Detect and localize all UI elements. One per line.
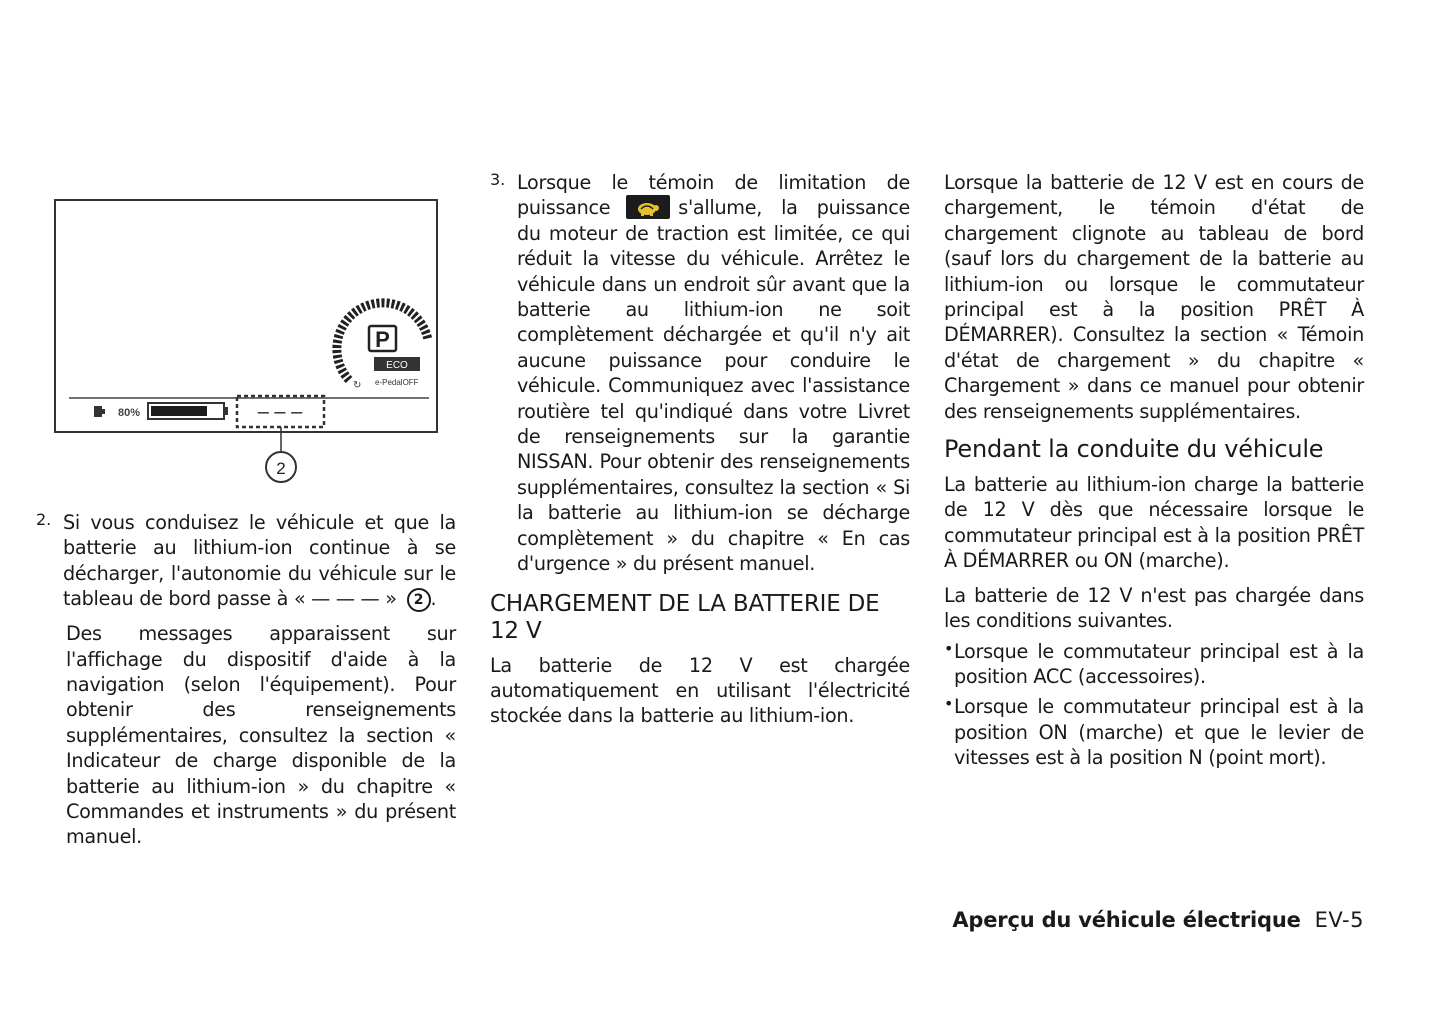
item3-text-before: Lorsque le témoin de limitation de puissance [517,171,910,220]
item3-text-after: s'allume, la puissance du moteur de traction est limitée, ce qui réduit la vitesse du véhicule. Arrêtez le véhicule dans un endroit sûr avant que la batterie au lithium-ion ne soit complètement déchargée et qu'il n'y ait aucune puissance pour conduire le véhicule. Communiquez avec l'assistance routière tel qu'indiqué dans votre Livret de renseignements sur la garantie NISSAN. Pour obtenir des renseignements supplémentaires, consultez la section « Si la batterie au lithium-ion se décharge complètement » du chapitre « En cas d'urgence » du présent manuel. [517,196,910,576]
item2-note: Des messages apparaissent sur l'affichage du dispositif d'aide à la navigation (selon l'équipement). Pour obtenir des renseignements supplémentaires, consultez la section « Indicateur de charge disponible de la batterie au lithium-ion » du chapitre « Commandes et instruments » du présent manuel. [66,622,456,849]
charging-paragraph: La batterie de 12 V est chargée automatiquement en utilisant l'électricité stockée dans la batterie au lithium-ion. [490,653,910,728]
item2-end: . [430,587,437,611]
section-heading-charging: CHARGEMENT DE LA BATTERIE DE 12 V [490,590,880,644]
item2-text: Si vous conduisez le véhicule et que la batterie au lithium-ion continue à se décharger, l'autonomie du véhicule sur le tableau de bord passe à « — — — » [63,511,456,611]
callout-number: 2 [276,459,286,478]
bullet-text: Lorsque le commutateur principal est à la position ON (marche) et que le levier de vitesses est à la position N (point mort). [954,695,1364,770]
bullet-dot: • [944,638,954,658]
battery-bar-fill [151,406,207,416]
instrument-cluster-figure [36,170,456,490]
battery-bar-tip [224,407,228,415]
page-footer [952,905,1364,935]
epedal-icon: ↻ [353,380,362,391]
bullet-item [944,694,1364,770]
power-limit-turtle-icon [626,195,670,219]
col3-paragraph-2: La batterie au lithium-ion charge la batterie de 12 V dès que nécessaire lorsque le commutateur principal est à la position PRÊT À DÉMARRER ou ON (marche). [944,473,1364,573]
battery-percent: 80% [118,407,141,419]
col3-paragraph-1: Lorsque la batterie de 12 V est en cours de chargement, le témoin d'état de chargement clignote au tableau de bord (sauf lors du chargement de la batterie au lithium-ion ou lorsque le commutateur principal est à la position PRÊT À DÉMARRER). Consultez la section « Témoin d'état de chargement » du chapitre « Chargement » dans ce manuel pour obtenir des renseignements supplémentaires. [944,171,1364,423]
list-item-2 [36,510,456,612]
bullet-text: Lorsque le commutateur principal est à la position ACC (accessoires). [954,639,1364,688]
list-item-text [63,510,456,612]
section-heading-driving: Pendant la conduite du véhicule [944,435,1324,464]
epedal-label: e-PedalOFF [375,378,419,387]
list-number: 2. [36,510,52,529]
list-item-3 [490,170,910,577]
col3-paragraph-3: La batterie de 12 V n'est pas chargée dans les conditions suivantes. [944,583,1364,633]
callout-2-badge: 2 [407,588,431,612]
column-2 [490,170,910,729]
cluster-illustration [36,170,456,490]
footer-title: Aperçu du véhicule électrique [952,908,1301,932]
column-3 [944,170,1364,771]
eco-label: ECO [386,360,408,371]
list-number: 3. [490,170,506,189]
range-value: – – – [257,401,303,423]
page-number: EV-5 [1314,908,1364,932]
gear-indicator: P [375,327,390,352]
bullet-dot: • [944,694,954,714]
bullet-item [944,639,1364,690]
column-1 [36,170,456,850]
list-item-text [517,170,910,577]
